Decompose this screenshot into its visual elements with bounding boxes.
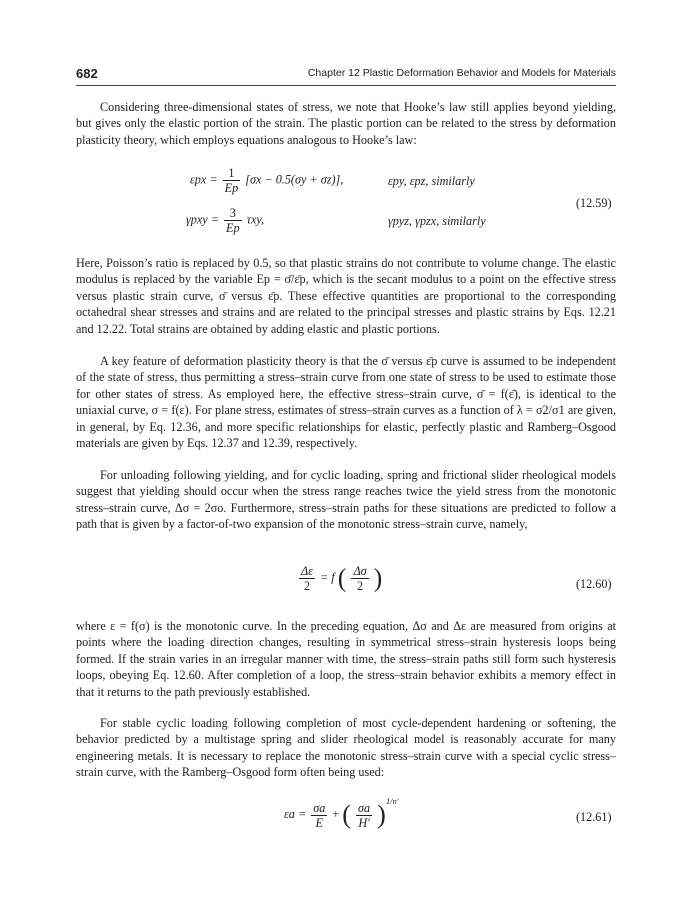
eq61-first-numerator: σa [313, 800, 326, 815]
eq60-number: (12.60) [576, 577, 612, 591]
eq59-row2-right: γpyz, γpzx, similarly [388, 214, 486, 228]
eq59-row1-right: εpy, εpz, similarly [388, 174, 475, 188]
eq61-right-paren: ) [377, 800, 386, 830]
running-title: Chapter 12 Plastic Deformation Behavior and Models for Materials [307, 67, 616, 79]
header-rule [76, 85, 616, 86]
eq60-left-paren: ( [337, 563, 347, 593]
eq61-lhs: εa = [284, 807, 307, 821]
eq59-row1-fraction [223, 166, 241, 195]
eq59-row2-fraction [224, 206, 242, 235]
page-number: 682 [76, 66, 98, 81]
eq61-first-denominator: E [311, 815, 327, 830]
page-header [76, 66, 616, 84]
eq60-right-fraction [351, 564, 368, 593]
eq60-right-paren: ) [373, 563, 383, 593]
eq61-body [284, 796, 399, 830]
eq61-exponent: 1/n′ [385, 796, 399, 806]
eq59-row2-numerator: 3 [229, 206, 236, 220]
eq61-second-numerator: σa [358, 800, 371, 815]
paragraph-poisson: Here, Poisson’s ratio is replaced by 0.5, so that plastic strains do not contribute to volume change. The elastic modulus is replaced by the variable Ep = σ̄/ε̄p, which is the secant modulus to a point on the effective stress versus plastic strain curve, σ̄ versus ε̄p. These effective quantities are proportional to the corresponding octahedral shear stresses and strains and are related to the principal stresses and plastic strains by Eqs. 12.21 and 12.22. Total strains are obtained by adding elastic and plastic portions. [76, 256, 616, 336]
eq60-right-numerator: Δσ [353, 564, 367, 578]
eq60-left-fraction [299, 564, 315, 593]
eq59-row2 [186, 206, 264, 235]
eq59-row1-lhs: εpx = [190, 172, 218, 187]
eq60-body [297, 564, 382, 593]
paragraph-unloading: For unloading following yielding, and for cyclic loading, spring and frictional slider rheological models suggest that yielding should occur when the stress range reaches twice the yield stress from the monotonic stress–strain curve, Δσ = 2σo. Furthermore, stress–strain paths for these situations are predicted to follow a path that is given by a factor-of-two expansion of the monotonic stress–strain curve, namely, [76, 468, 616, 532]
eq61-second-fraction [356, 801, 372, 830]
eq60-right-denominator: 2 [351, 578, 368, 593]
eq59-row2-rhs: τxy, [246, 212, 265, 227]
paragraph-monotonic: where ε = f(σ) is the monotonic curve. In the preceding equation, Δσ and Δε are measured from origins at points where the loading direction changes, resulting in symmetrical stress–strain hysteresis loops being formed. If the strain varies in an irregular manner with time, the stress–strain paths still form such hysteresis loops, obeying Eq. 12.60. After completion of a loop, the stress–strain behavior exhibits a memory effect in that it returns to the path previously established. [76, 619, 616, 699]
eq61-number: (12.61) [576, 810, 612, 824]
eq61-plus: + [332, 807, 340, 821]
eq59-row1-rhs: [σx − 0.5(σy + σz)], [245, 172, 344, 187]
paragraph-stable-cyclic: For stable cyclic loading following completion of most cycle-dependent hardening or softening, the behavior predicted by a multistage spring and slider rheological model is reasonably accurate for many engineering metals. It is necessary to replace the monotonic stress–strain curve with a special cyclic stress–strain curve, with the Ramberg–Osgood form often being used: [76, 716, 616, 780]
eq60-left-numerator: Δε [301, 564, 313, 578]
eq61-first-fraction [311, 801, 327, 830]
eq60-equals-f: = f [320, 570, 335, 585]
paragraph-intro: Considering three-dimensional states of stress, we note that Hooke’s law still applies beyond yielding, but gives only the elastic portion of the strain. The plastic portion can be related to the stress by deformation plasticity theory, which employs equations analogous to Hooke’s law: [76, 100, 616, 147]
eq61-left-paren: ( [342, 800, 351, 830]
eq59-row1-denominator: Ep [224, 181, 239, 195]
eq59-row2-lhs: γpxy = [186, 212, 219, 227]
eq59-row1 [190, 166, 343, 195]
eq59-row1-numerator: 1 [228, 166, 235, 180]
eq60-left-denominator: 2 [299, 578, 315, 593]
eq59-row2-denominator: Ep [226, 221, 240, 235]
eq61-second-denominator: H′ [356, 815, 372, 830]
eq59-number: (12.59) [576, 196, 612, 210]
paragraph-key-feature: A key feature of deformation plasticity theory is that the σ̄ versus ε̄p curve is assumed to be independent of the state of stress, thus permitting a stress–strain curve from one state of stress to be used to estimate those for other states of stress. As employed here, the effective stress–strain curve, σ̄ = f(ε̄), is identical to the uniaxial curve, σ = f(ε). For plane stress, estimates of stress–strain curves as a function of λ = σ2/σ1 are given, in general, by Eq. 12.36, and more specific relationships for elastic, perfectly plastic and Ramberg–Osgood materials are given by Eqs. 12.37 and 12.39, respectively. [76, 354, 616, 451]
